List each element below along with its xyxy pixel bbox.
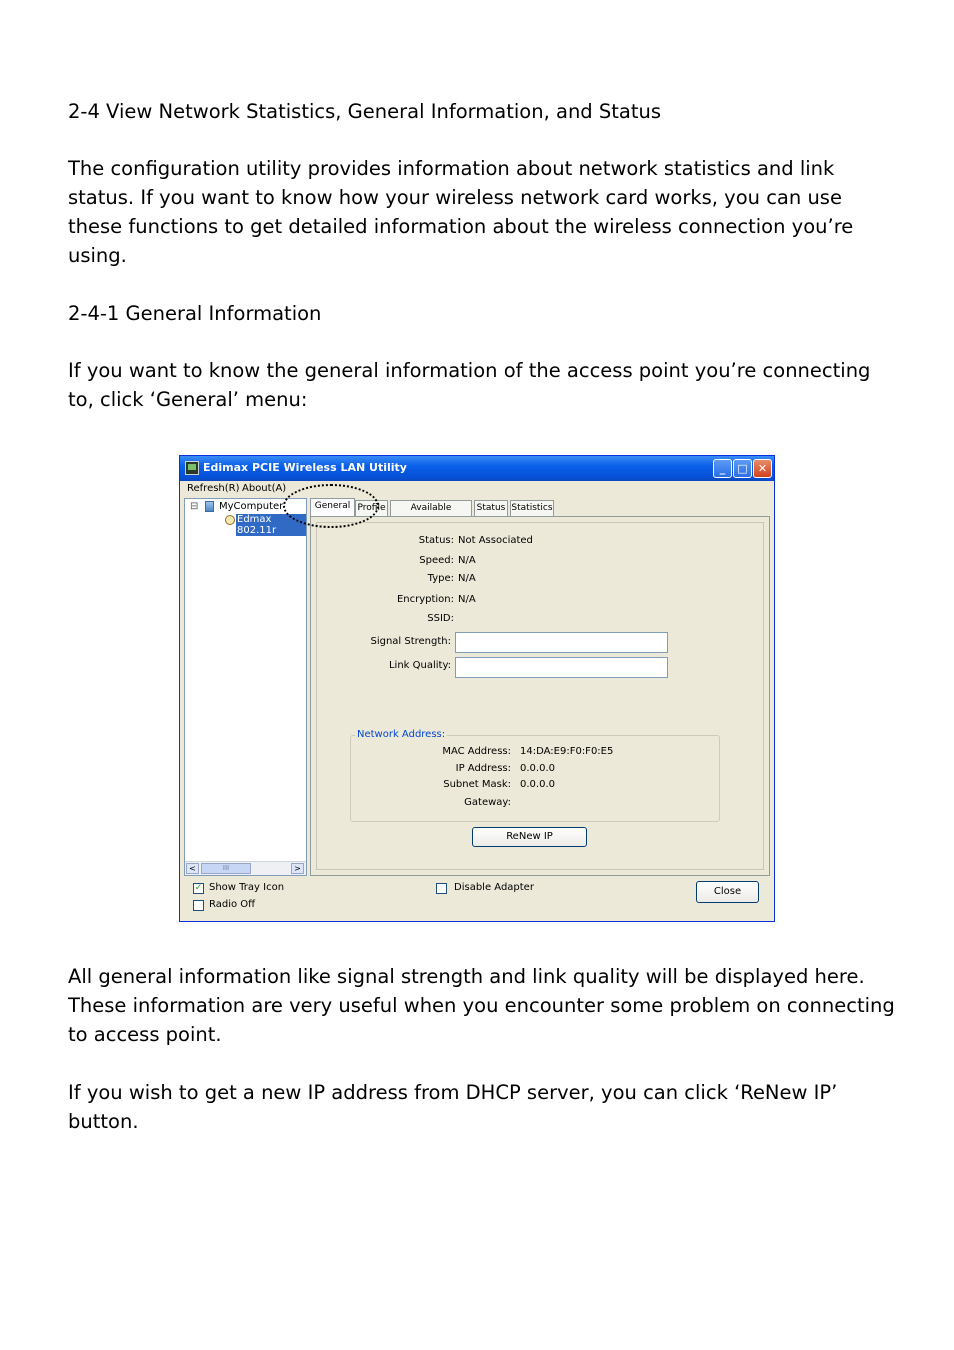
disable-adapter-label: Disable Adapter [454,882,534,893]
tab-general[interactable]: General [310,498,355,516]
mac-address-value: 14:DA:E9:F0:F0:E5 [520,746,614,757]
renew-ip-paragraph: If you wish to get a new IP address from DHCP server, you can click ‘ReNew IP’ button. [68,1081,838,1133]
menu-about[interactable]: About(A) [242,483,287,494]
ip-address-label: IP Address: [455,763,511,774]
window-title: Edimax PCIE Wireless LAN Utility [203,461,407,474]
encryption-value: N/A [458,594,476,605]
subnet-mask-value: 0.0.0.0 [520,779,555,790]
tab-status[interactable]: Status [474,500,508,516]
disable-adapter-checkbox[interactable] [436,883,447,894]
signal-info-paragraph: All general information like signal strength and link quality will be displayed here. These information are very useful when you encounter some problem on connecting to access point. [68,965,895,1046]
tree-item-adapter[interactable]: Edmax 802.11r [236,514,306,536]
general-instruction-paragraph: If you want to know the general information of the access point you’re connecting to, click ‘General’ menu: [68,359,871,411]
network-address-group [350,729,720,822]
minimize-button[interactable]: _ [713,459,732,478]
renew-ip-button[interactable]: ReNew IP [472,827,587,847]
menu-bar [180,481,774,497]
ssid-label: SSID: [427,613,454,624]
tree-root-mycomputer[interactable]: MyComputer [219,501,284,512]
status-label: Status: [418,535,454,546]
encryption-label: Encryption: [396,594,454,605]
gateway-label: Gateway: [464,797,511,808]
tab-statistics[interactable]: Statistics [510,500,554,516]
close-window-button[interactable]: ✕ [753,459,772,478]
link-quality-bar [455,657,668,678]
signal-strength-label: Signal Strength: [370,636,451,647]
radio-off-checkbox[interactable] [193,900,204,911]
intro-paragraph: The configuration utility provides information about network statistics and link status. If you want to know how your wireless network card works, you can use these functions to get detailed information about the wireless connection you’re using. [68,157,854,267]
show-tray-icon-label: Show Tray Icon [209,882,285,893]
utility-window-screenshot [179,455,775,922]
app-icon [185,461,199,475]
type-value: N/A [458,573,476,584]
general-inner-frame [316,522,764,870]
show-tray-icon-checkbox[interactable]: ✓ [194,883,203,893]
status-value: Not Associated [458,535,533,546]
general-tab-panel [310,516,770,876]
menu-refresh[interactable]: Refresh(R) [187,483,240,494]
link-quality-label: Link Quality: [388,660,451,671]
close-button[interactable]: Close [696,881,759,903]
general-tab-highlight-circle [283,484,379,528]
speed-value: N/A [458,555,476,566]
computer-icon [205,501,214,512]
tree-collapse-icon[interactable]: ⊟ [190,501,199,512]
mac-address-label: MAC Address: [442,746,511,757]
tab-profile[interactable]: Profile [355,500,388,516]
section-heading-2-4: 2-4 View Network Statistics, General Information, and Status [68,100,662,123]
ip-address-value: 0.0.0.0 [520,763,555,774]
tab-available-network[interactable]: Available [390,500,472,516]
type-label: Type: [427,573,454,584]
window-titlebar [180,456,774,481]
speed-label: Speed: [419,555,454,566]
scroll-left-button[interactable]: < [186,863,199,874]
maximize-button[interactable]: □ [733,459,752,478]
section-heading-2-4-1: 2-4-1 General Information [68,302,322,325]
adapter-icon [225,515,235,525]
scroll-thumb[interactable]: III [201,863,251,874]
network-address-title: Network Address: [357,729,446,740]
subnet-mask-label: Subnet Mask: [443,779,511,790]
device-tree[interactable] [184,498,307,876]
signal-strength-bar [455,632,668,653]
tree-horizontal-scrollbar[interactable] [185,861,306,875]
scroll-right-button[interactable]: > [291,863,304,874]
radio-off-label: Radio Off [209,899,256,910]
